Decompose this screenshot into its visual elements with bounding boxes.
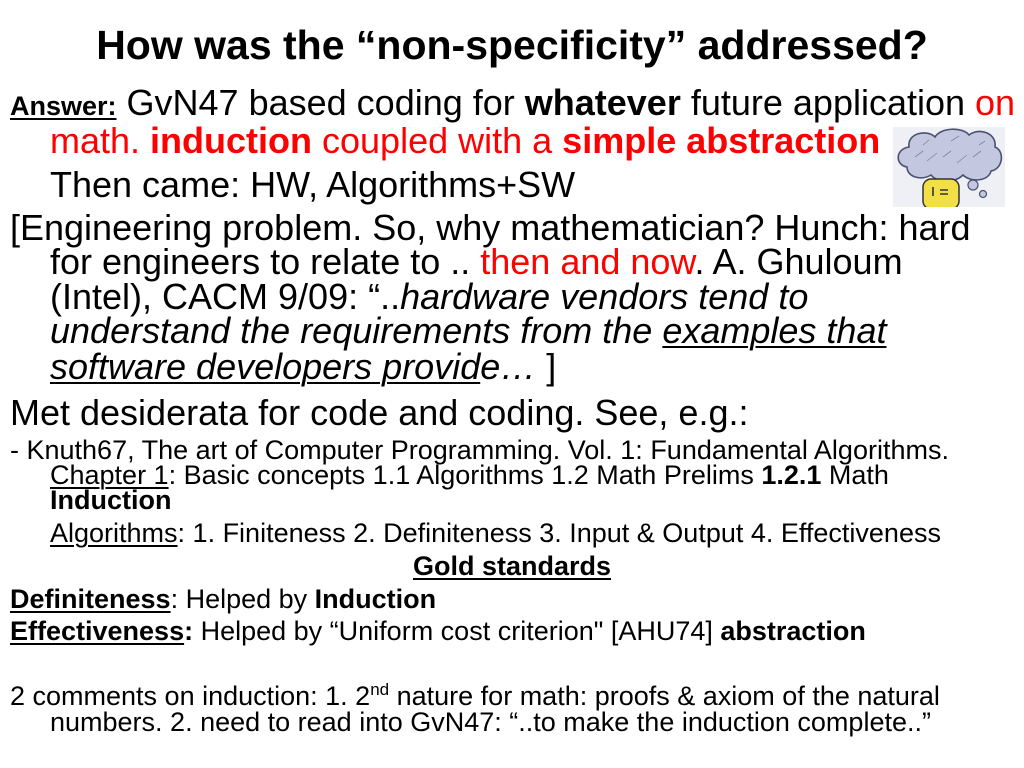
emphasis-induction: induction — [150, 120, 313, 161]
effectiveness-emphasis: abstraction — [720, 616, 866, 646]
comments-line-1 — [10, 682, 940, 710]
engineering-text: . A. Ghuloum — [694, 241, 903, 282]
closing-bracket: ] — [536, 346, 557, 387]
algorithms-properties: : 1. Finiteness 2. Definiteness 3. Input & Output 4. Effectiveness — [177, 518, 941, 548]
quote-text: hardware vendors tend to — [400, 276, 809, 317]
engineering-line-4 — [50, 312, 886, 350]
thought-bubble-cartoon-icon — [893, 127, 1005, 207]
effectiveness-colon: : — [184, 616, 194, 646]
knuth-text: : Basic concepts 1.1 Algorithms 1.2 Math Prelims — [168, 460, 762, 490]
answer-text: GvN47 based coding for — [116, 82, 525, 123]
slide-title: How was the “non-specificity” addressed? — [96, 22, 928, 68]
emphasis-simple-abstraction: simple abstraction — [562, 120, 881, 161]
comments-text: 2 comments on induction: 1. 2 — [10, 681, 371, 711]
quote-underlined-text: examples that — [662, 310, 887, 351]
comments-text: nature for math: proofs & axiom of the natural — [389, 681, 940, 711]
gold-standards-heading: Gold standards — [412, 551, 612, 581]
effectiveness-line — [10, 617, 866, 645]
answer-line-3: Then came: HW, Algorithms+SW — [50, 164, 576, 205]
definiteness-line — [10, 585, 436, 613]
red-text: coupled with a — [312, 120, 563, 161]
definiteness-label: Definiteness — [10, 584, 171, 614]
answer-line-1 — [10, 84, 1015, 125]
quote-text: understand the requirements from the — [50, 310, 663, 351]
definiteness-emphasis: Induction — [314, 584, 437, 614]
ordinal-superscript: nd — [370, 680, 390, 699]
engineering-line-1: [Engineering problem. So, why mathematician? Hunch: hard — [10, 207, 971, 248]
knuth-text: Math — [821, 460, 889, 490]
red-text-then-and-now: then and now — [480, 241, 695, 282]
knuth-line-3: Induction — [50, 485, 172, 515]
red-text-on: on — [975, 82, 1016, 123]
quote-text: e… — [480, 346, 537, 387]
knuth-line-4 — [50, 519, 941, 547]
thought-trail-bubble — [980, 191, 987, 198]
engineering-line-5 — [50, 348, 556, 386]
effectiveness-text: Helped by “Uniform cost criterion" [AHU74] — [193, 616, 721, 646]
effectiveness-label: Effectiveness — [10, 616, 185, 646]
thought-trail-bubble — [968, 180, 978, 190]
red-text-math: math. — [50, 120, 151, 161]
answer-label: Answer: — [10, 91, 117, 121]
knuth-line-1: - Knuth67, The art of Computer Programming. Vol. 1: Fundamental Algorithms. — [10, 435, 949, 465]
desiderata-line: Met desiderata for code and coding. See, e.g.: — [10, 392, 749, 433]
answer-line-2 — [50, 122, 880, 160]
emphasis-whatever: whatever — [524, 82, 681, 123]
comments-line-2: numbers. 2. need to read into GvN47: “..to make the induction complete..” — [50, 707, 931, 737]
citation-text: (Intel), CACM 9/09: “.. — [50, 276, 401, 317]
engineering-text: for engineers to relate to .. — [50, 241, 481, 282]
section-number: 1.2.1 — [761, 460, 822, 490]
answer-text: future application — [680, 82, 976, 123]
definiteness-text: : Helped by — [170, 584, 315, 614]
thought-cloud-shape — [898, 129, 1001, 181]
algorithms-label: Algorithms — [50, 518, 178, 548]
chapter-link-text: Chapter 1 — [50, 460, 169, 490]
cartoon-head — [923, 179, 959, 207]
quote-underlined-text: software developers provid — [50, 346, 481, 387]
knuth-line-2 — [50, 461, 889, 489]
